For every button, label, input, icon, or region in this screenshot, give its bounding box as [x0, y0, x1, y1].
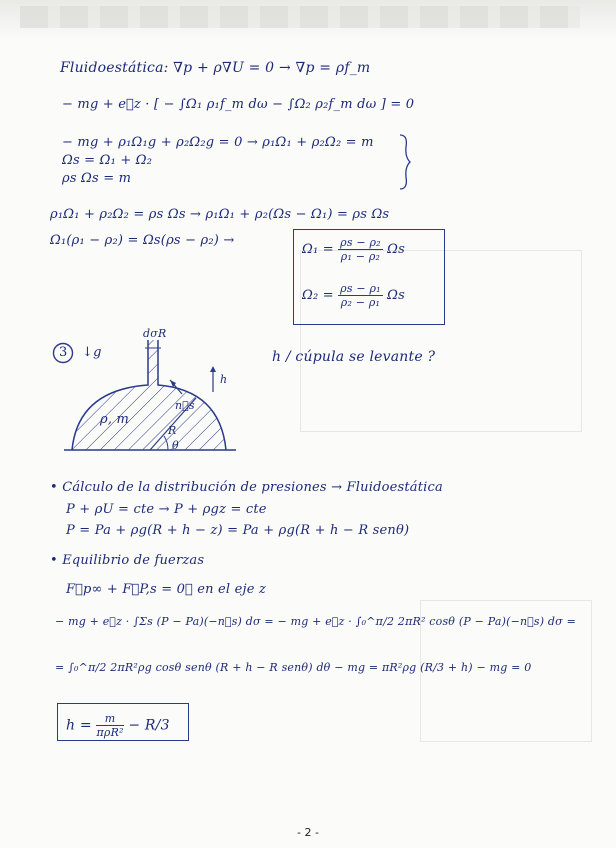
integral-equation-1: − mg + e⃗z · ∫Σs (P − Pa)(−n⃗s) dσ = − mg + e⃗z · ∫₀^π/2 2πR² cosθ (P − Pa)(−n⃗s) dσ = [55, 615, 576, 628]
system-brace [398, 133, 412, 191]
scan-shadow [0, 0, 616, 40]
omega1-rhs: Ωs [387, 242, 405, 257]
result-fraction [96, 712, 123, 739]
hydrostatic-equation: P + ρU = cte → P + ρgz = cte [66, 502, 267, 517]
omega1-numerator: ρs − ρ₂ [340, 236, 381, 249]
figure-label-fill: ρ, m [100, 412, 130, 427]
omega2-fraction [338, 282, 383, 309]
figure-label-radius: R [168, 424, 177, 437]
result-numerator: m [96, 712, 123, 726]
page-number: - 2 - [297, 826, 319, 839]
omega1-formula [302, 236, 405, 263]
pressure-distribution-text: Cálculo de la distribución de presiones → Fluidoestática [62, 480, 443, 495]
question-text: h / cúpula se levante ? [272, 349, 436, 365]
fluidostatics-equation: Fluidoestática: ∇p + ρ∇U = 0 → ∇p = ρf_m [60, 60, 371, 76]
result-lhs: h = [66, 717, 92, 734]
substitution-equation: ρ₁Ω₁ + ρ₂Ω₂ = ρs Ωs → ρ₁Ω₁ + ρ₂(Ωs − Ω₁) = ρs Ωs [50, 207, 390, 222]
final-result-box [57, 703, 189, 741]
figure-label-height: h [220, 373, 228, 386]
force-sum-equation: F⃗p∞ + F⃗P,s = 0⃗ en el eje z [66, 582, 267, 597]
pressure-equation: P = Pa + ρg(R + h − z) = Pa + ρg(R + h − R senθ) [66, 523, 410, 538]
force-balance-equation: − mg + e⃗z · [ − ∫Ω₁ ρ₁f_m dω − ∫Ω₂ ρ₂f_m dω ] = 0 [62, 97, 415, 112]
omega2-rhs: Ωs [387, 288, 405, 303]
bleed-through-strip [20, 6, 580, 28]
figure-label-angle: θ [172, 439, 179, 452]
omega2-denominator: ρ₂ − ρ₁ [340, 296, 381, 309]
figure-label-normal: n⃗s [175, 399, 195, 412]
gravity-label: ↓g [82, 345, 102, 360]
figure-label-top: dσR [143, 327, 167, 340]
integral-equation-2: = ∫₀^π/2 2πR²ρg cosθ senθ (R + h − R senθ) dθ − mg = πR²ρg (R/3 + h) − mg = 0 [55, 661, 532, 674]
result-tail: − R/3 [128, 717, 170, 734]
omega1-fraction [338, 236, 383, 263]
volume-result-box [293, 229, 445, 325]
final-result [66, 712, 170, 739]
omega2-formula [302, 282, 405, 309]
pressure-distribution-heading [50, 480, 443, 496]
bullet-marker: • [50, 480, 63, 495]
mass-balance-equation: − mg + ρ₁Ω₁g + ρ₂Ω₂g = 0 → ρ₁Ω₁ + ρ₂Ω₂ = m [62, 135, 374, 150]
force-equilibrium-text: Equilibrio de fuerzas [62, 553, 205, 568]
rearranged-equation: Ω₁(ρ₁ − ρ₂) = Ωs(ρs − ρ₂) → [50, 233, 235, 248]
volume-equation: Ωs = Ω₁ + Ω₂ [62, 153, 153, 168]
omega2-lhs: Ω₂ = [302, 288, 334, 303]
force-equilibrium-heading [50, 553, 204, 569]
omega1-lhs: Ω₁ = [302, 242, 334, 257]
problem-number: 3 [59, 345, 68, 360]
solid-mass-equation: ρs Ωs = m [62, 171, 132, 186]
omega1-denominator: ρ₁ − ρ₂ [340, 250, 381, 263]
omega2-numerator: ρs − ρ₁ [340, 282, 381, 295]
result-denominator: πρR² [96, 726, 124, 739]
bullet-marker: • [50, 553, 63, 568]
